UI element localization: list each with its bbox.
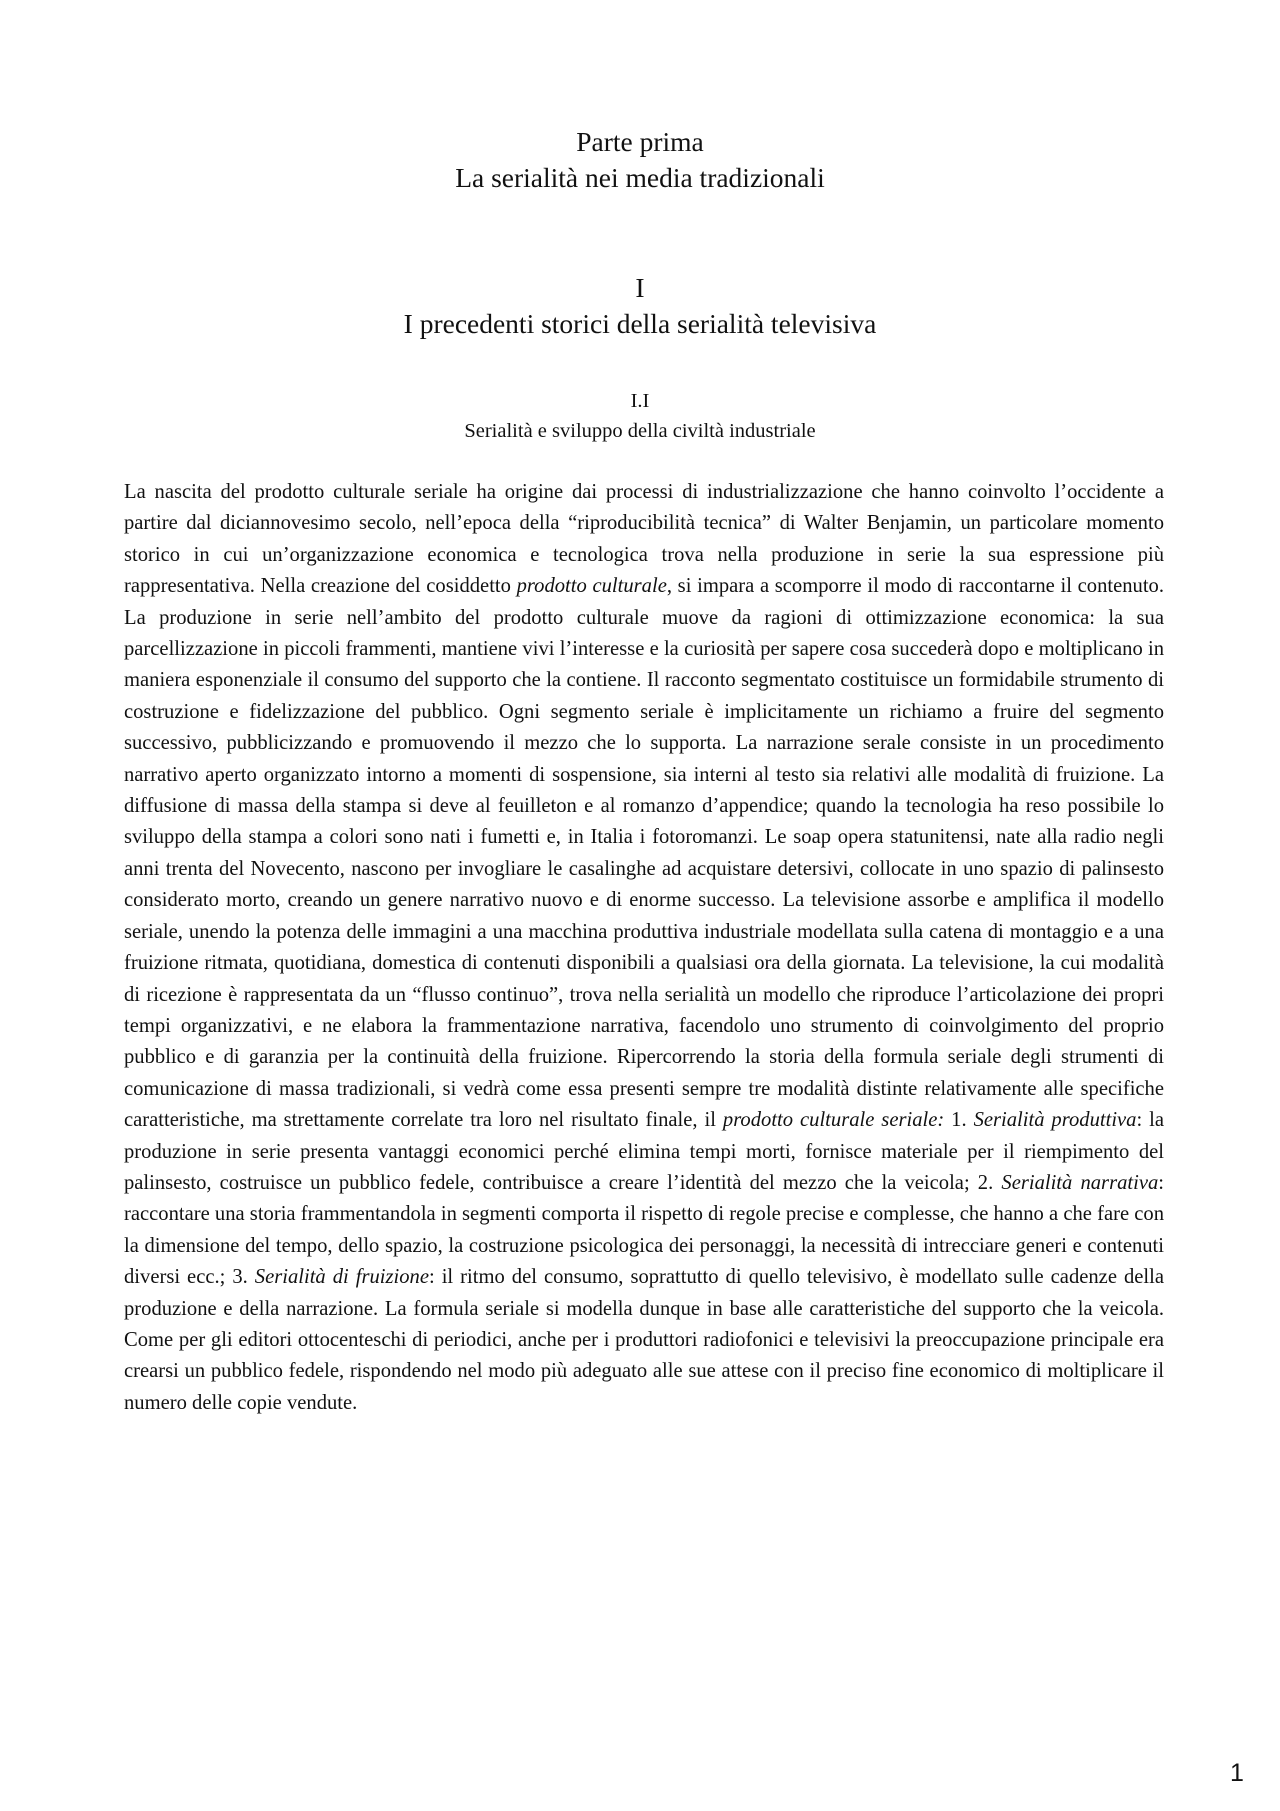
chapter-heading (0, 270, 1280, 342)
section-title: Serialità e sviluppo della civiltà industriale (464, 420, 816, 442)
italic-term: prodotto culturale seriale: (722, 1109, 945, 1132)
italic-term: Serialità di fruizione (254, 1266, 429, 1289)
section-heading (0, 386, 1280, 446)
body-paragraph (124, 477, 1164, 1419)
body-text-run: La nascita del prodotto culturale seriale ha origine dai processi di industrializzazione che hanno coinvolto l’occidente a partire dal diciannovesimo secolo, nell’epoca della “riproducibilità tecnica” di Walter Benjamin, un particolare momento storico in cui un’organizzazione economica e tecnologica trova nella produzione in serie la sua espressione più rappresentativa. Nella creazione del cosiddetto (124, 481, 1164, 598)
italic-term: Serialità produttiva (973, 1109, 1137, 1132)
body-text-run: 1. (944, 1109, 974, 1132)
body-text-run: , si impara a scomporre il modo di raccontarne il contenuto. La produzione in serie nell’ambito del prodotto culturale muove da ragioni di ottimizzazione economica: la sua parcellizzazione in piccoli frammenti, mantiene vivi l’interesse e la curiosità per sapere cosa succederà dopo e moltiplicano in maniera esponenziale il consumo del supporto che la contiene. Il racconto segmentato costituisce un formidabile strumento di costruzione e fidelizzazione del pubblico. Ogni segmento seriale è implicitamente un richiamo a fruire del segmento successivo, pubblicizzando e promuovendo il mezzo che lo supporta. La narrazione serale consiste in un procedimento narrativo aperto organizzato intorno a momenti di sospensione, sia interni al testo sia relativi alle modalità di fruizione. La diffusione di massa della stampa si deve al feuilleton e al romanzo d’appendice; quando la tecnologia ha reso possibile lo sviluppo della stampa a colori sono nati i fumetti e, in Italia i fotoromanzi. Le soap opera statunitensi, nate alla radio negli anni trenta del Novecento, nascono per invogliare le casalinghe ad acquistare detersivi, collocate in uno spazio di palinsesto considerato morto, creando un genere narrativo nuovo e di enorme successo. La televisione assorbe e amplifica il modello seriale, unendo la potenza delle immagini a una macchina produttiva industriale modellata sulla catena di montaggio e a una fruizione ritmata, quotidiana, domestica di contenuti disponibili a qualsiasi ora della giornata. La televisione, la cui modalità di ricezione è rappresentata da un “flusso continuo”, trova nella serialità un modello che riproduce l’articolazione dei propri tempi organizzativi, e ne elabora la frammentazione narrativa, facendolo uno strumento di coinvolgimento del proprio pubblico e di garanzia per la continuità della fruizione. Ripercorrendo la storia della formula seriale degli strumenti di comunicazione di massa tradizionali, si vedrà come essa presenti sempre tre modalità distinte relativamente alle specifiche caratteristiche, ma strettamente correlate tra loro nel risultato finale, il (124, 575, 1164, 1132)
body-text-run: : il ritmo del consumo, soprattutto di quello televisivo, è modellato sulle cadenze della produzione e della narrazione. La formula seriale si modella dunque in base alle caratteristiche del supporto che la veicola. Come per gli editori ottocenteschi di periodici, anche per i produttori radiofonici e televisivi la preoccupazione principale era crearsi un pubblico fedele, rispondendo nel modo più adeguato alle sue attese con il preciso fine economico di moltiplicare il numero delle copie vendute. (124, 1266, 1164, 1414)
italic-term: prodotto culturale (516, 575, 667, 598)
page-number: 1 (1230, 1759, 1244, 1787)
part-label: Parte prima (576, 126, 704, 157)
body-text-run: : raccontare una storia frammentandola in segmenti comporta il rispetto di regole precise e complesse, che hanno a che fare con la dimensione del tempo, dello spazio, la costruzione psicologica dei personaggi, la necessità di intrecciare generi e contenuti diversi ecc.; 3. (124, 1171, 1164, 1289)
body-text-run: : la produzione in serie presenta vantaggi economici perché elimina tempi morti, fornisce materiale per il riempimento del palinsesto, costruisce un pubblico fedele, contribuisce a creare l’identità del mezzo che la veicola; 2. (124, 1109, 1165, 1194)
part-title: La serialità nei media tradizionali (455, 162, 825, 193)
chapter-title: I precedenti storici della serialità televisiva (403, 308, 877, 339)
chapter-number: I (635, 272, 645, 303)
section-number: I.I (630, 390, 650, 412)
part-heading (0, 124, 1280, 196)
italic-term: Serialità narrativa (1001, 1171, 1159, 1194)
